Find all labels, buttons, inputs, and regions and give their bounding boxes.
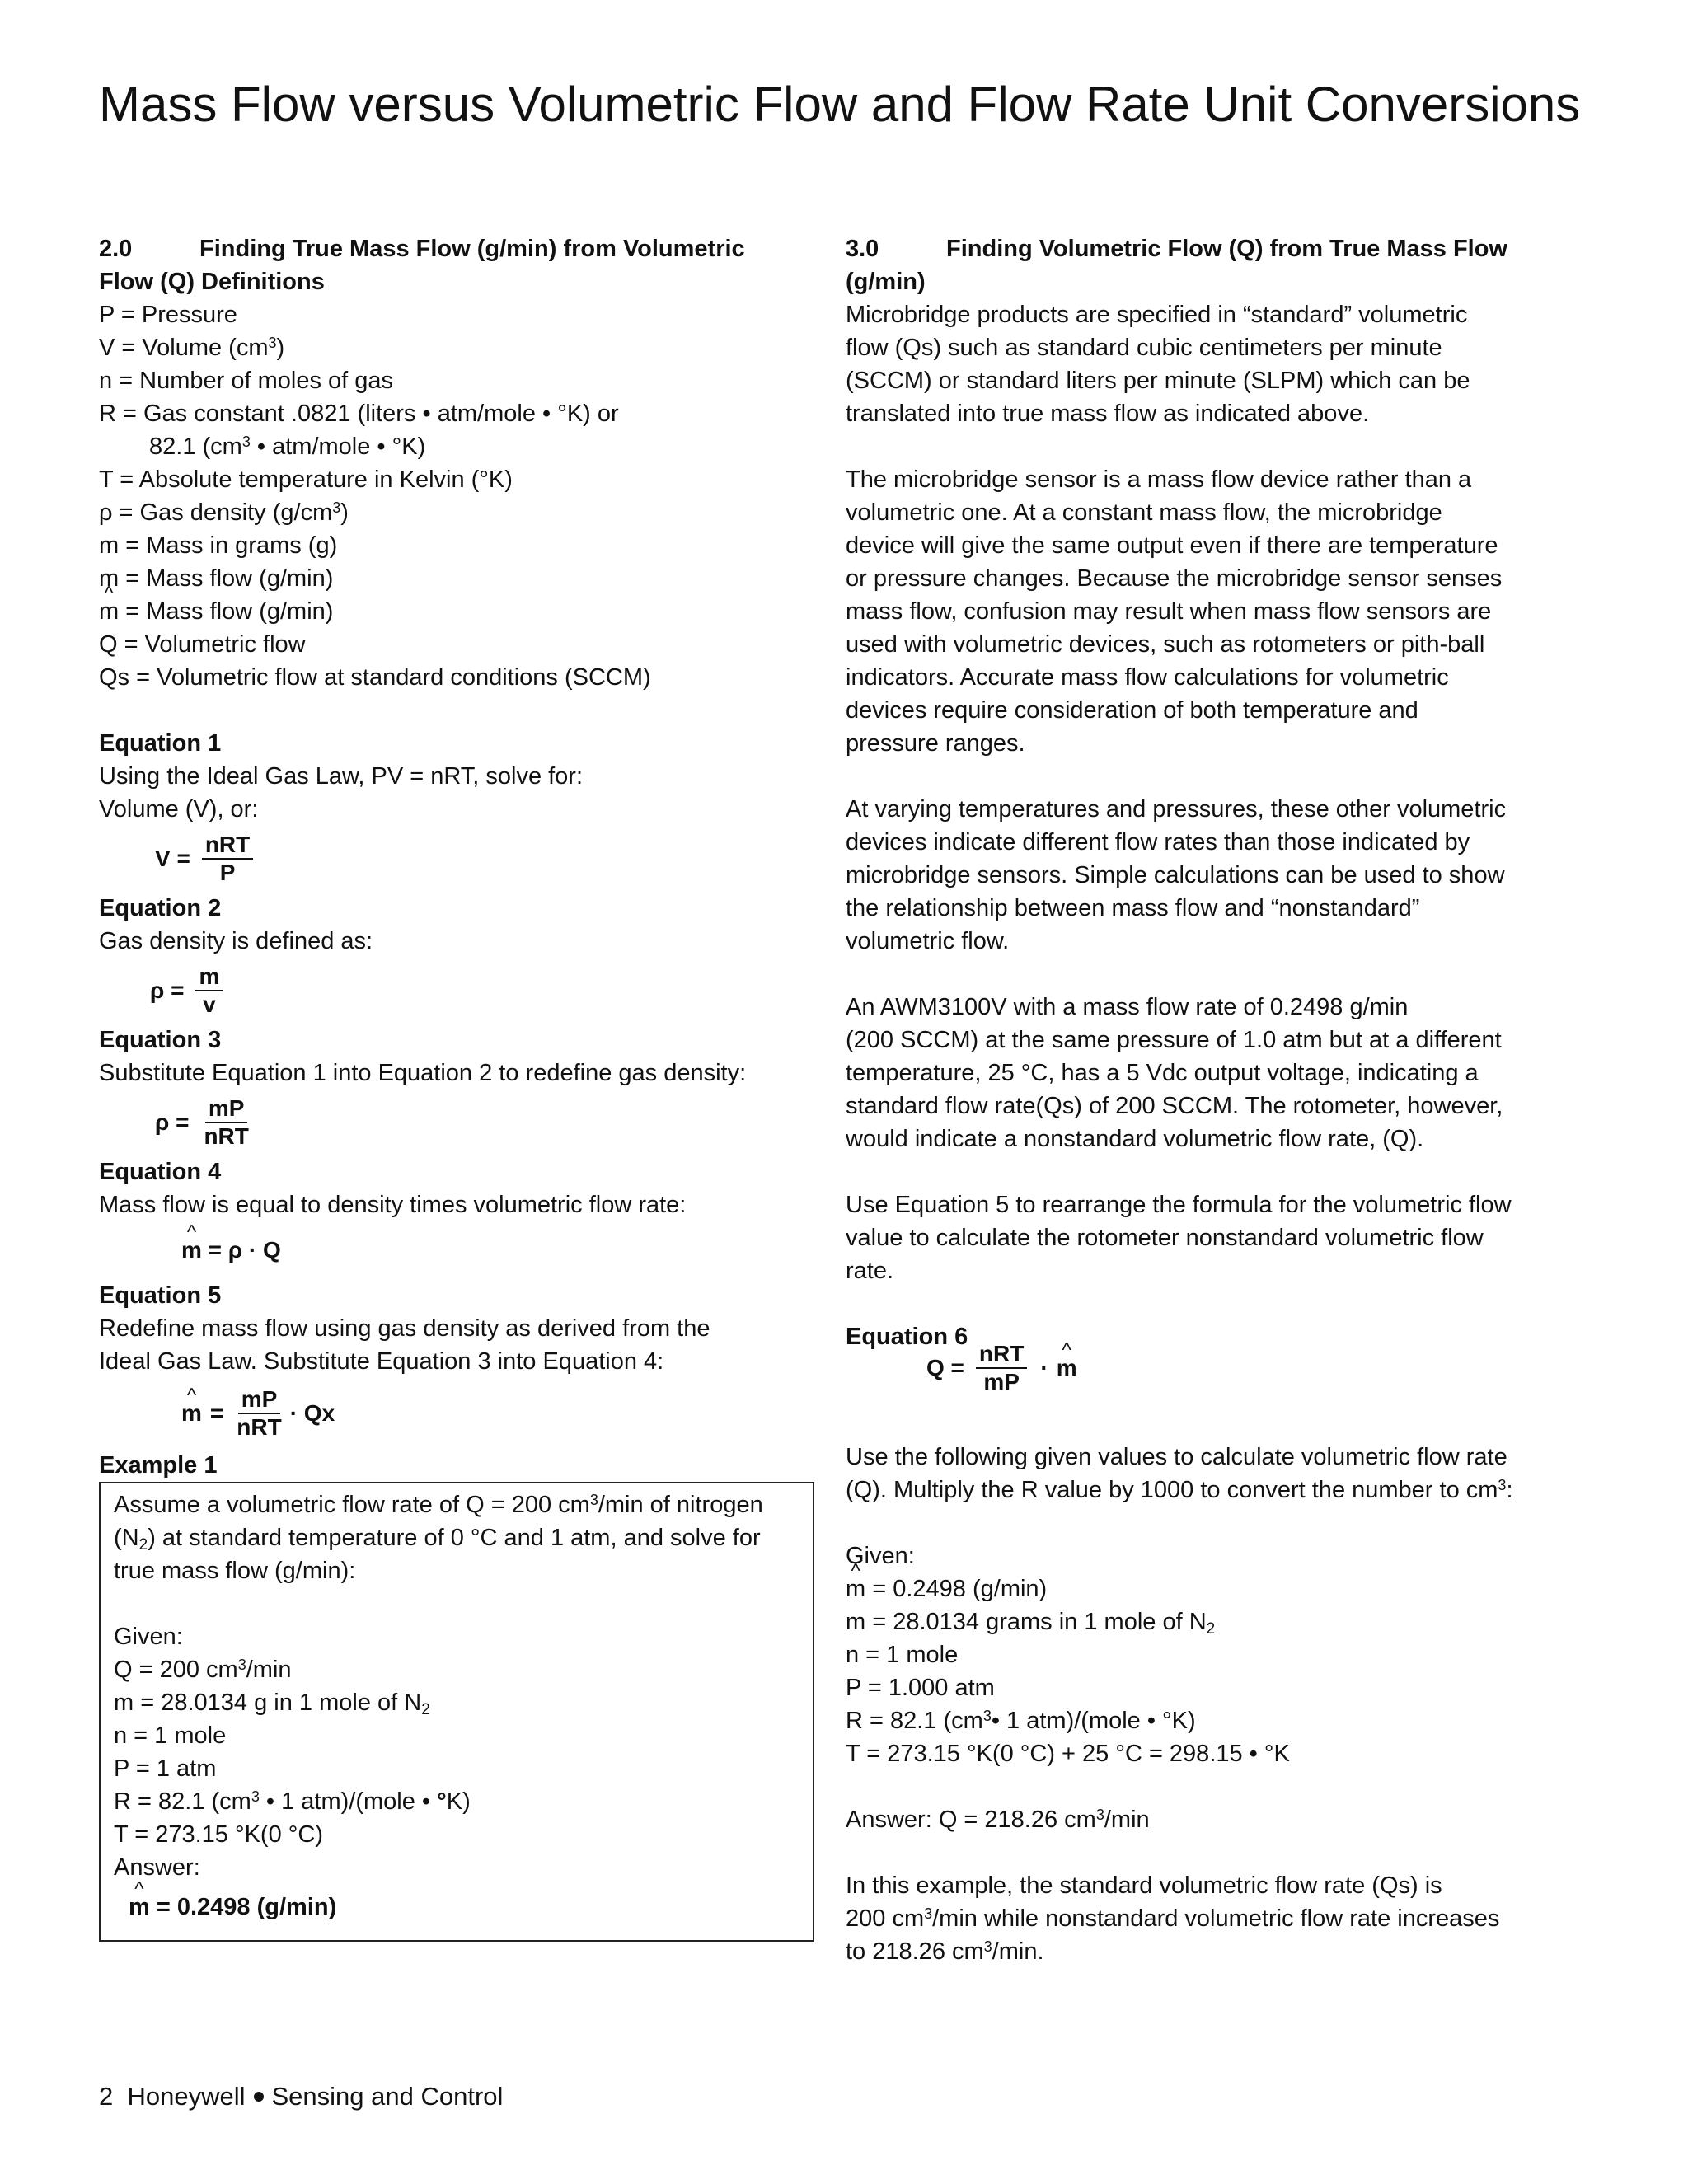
example-1-r: R = 82.1 ($cm^3$ • 1 atm)/(mole • °K) bbox=[114, 1788, 471, 1815]
equation-6-formula: Q = $\frac{\text{nRT}}{mP}$ · ^ m bbox=[846, 1342, 1563, 1394]
paragraph-1: Microbridge products are specified in “standard” volumetric flow (Qs) such as standard cubic centimeters per minute (SCCM) or standard liters per minute (SLPM) which can be translated into true mass flow as indicated above. bbox=[846, 302, 1470, 427]
section-3-heading-cont: (g/min) bbox=[846, 269, 926, 295]
page-footer bbox=[99, 2080, 503, 2113]
def-r-cont: 82.1 ($cm^3$ • atm/mole • °K) bbox=[149, 434, 426, 460]
equation-4-text: Mass flow is equal to density times volumetric flow rate: bbox=[99, 1192, 687, 1218]
equation-2-title: Equation 2 bbox=[99, 895, 222, 921]
page-title: Mass Flow versus Volumetric Flow and Flow Rate Unit Conversions bbox=[99, 77, 1581, 132]
paragraph-4: An AWM3100V with a mass flow rate of 0.2498 g/min (200 SCCM) at the same pressure of 1.0 atm but at a different temperature, 25 °C, has a 5 Vdc output voltage, indicating a standard flow rate(Qs) of 200 SCCM. The rotometer, however, would indicate a nonstandard volumetric flow rate, (Q). bbox=[846, 994, 1503, 1152]
example-1-text-2: $(N_2)$ at standard temperature of 0 °C and 1 atm, and solve for bbox=[114, 1525, 761, 1554]
example-1-title: Example 1 bbox=[99, 1452, 218, 1479]
def-mass-flow-hat: ^ m = Mass flow (g/min) bbox=[99, 595, 816, 628]
given-label: Given: bbox=[846, 1543, 915, 1569]
equation-5-formula: ^ m = $\frac{mP}{\text{nRT}}$ · Qx bbox=[99, 1378, 816, 1449]
bullet-icon bbox=[254, 2092, 264, 2102]
example-1-given: Given: bbox=[114, 1624, 183, 1650]
def-m: m = Mass in grams (g) bbox=[99, 532, 338, 559]
def-p: P = Pressure bbox=[99, 302, 237, 328]
footer-brand: Honeywell bbox=[127, 2082, 246, 2111]
paragraph-5: Use Equation 5 to rearrange the formula for the volumetric flow value to calculate the rotometer nonstandard volumetric flow rate. bbox=[846, 1192, 1512, 1284]
paragraph-3: At varying temperatures and pressures, these other volumetric devices indicate different flow rates than those indicated by microbridge sensors. Simple calculations can be used to show the relationship between mass flow and “nonstandard” volumetric flow. bbox=[846, 796, 1507, 954]
right-column bbox=[846, 232, 1563, 1968]
footer-division: Sensing and Control bbox=[271, 2082, 504, 2111]
equation-5-title: Equation 5 bbox=[99, 1282, 222, 1309]
equation-5-text: Redefine mass flow using gas density as derived from the bbox=[99, 1315, 710, 1342]
equation-2-formula: ρ = $\frac{m}{v}$ bbox=[99, 958, 816, 1024]
paragraph-7-line-3: to 218.26 $cm^3/\min$. bbox=[846, 1938, 1044, 1965]
paragraph-6-line-2: (Q). Multiply the R value by 1000 to convert the number to $cm^3$: bbox=[846, 1477, 1513, 1503]
def-n: n = Number of moles of gas bbox=[99, 368, 394, 394]
equation-5-text-2: Ideal Gas Law. Substitute Equation 3 into Equation 4: bbox=[99, 1348, 664, 1375]
section-3-heading: 3.0 Finding Volumetric Flow (Q) from True Mass Flow bbox=[846, 236, 1507, 262]
example-1-answer: ^ m = 0.2498 (g/min) bbox=[114, 1891, 799, 1924]
example-1-m: m = 28.0134 g in 1 mole of $N_2$ bbox=[114, 1690, 430, 1718]
equation-2-text: Gas density is defined as: bbox=[99, 928, 373, 954]
left-column bbox=[99, 232, 816, 1942]
equation-1-title: Equation 1 bbox=[99, 730, 222, 757]
example-1-text-3: true mass flow (g/min): bbox=[114, 1558, 356, 1584]
given-p: P = 1.000 atm bbox=[846, 1675, 995, 1701]
equation-4-title: Equation 4 bbox=[99, 1159, 222, 1185]
section-2-heading-cont: Flow (Q) Definitions bbox=[99, 269, 325, 295]
given-mass-flow: ^ m = 0.2498 (g/min) bbox=[846, 1572, 1563, 1605]
paragraph-6-line-1: Use the following given values to calculate volumetric flow rate bbox=[846, 1444, 1507, 1470]
def-qs: Qs = Volumetric flow at standard conditions (SCCM) bbox=[99, 664, 651, 691]
paragraph-2: The microbridge sensor is a mass flow device rather than a volumetric one. At a constant mass flow, the microbridge device will give the same output even if there are temperature or pressure changes. Because the microbridge sensor senses mass flow, confusion may result when mass flow sensors are used with volumetric devices, such as rotometers or pith-ball indicators. Accurate mass flow calculations for volumetric devices require consideration of both temperature and pressure ranges. bbox=[846, 466, 1503, 757]
equation-3-title: Equation 3 bbox=[99, 1027, 222, 1053]
example-1-box bbox=[99, 1482, 814, 1942]
def-rho: ρ = Gas density $(g/cm^3)$ bbox=[99, 499, 349, 526]
def-v: V = Volume $(cm^3)$ bbox=[99, 335, 285, 361]
page-number: 2 bbox=[99, 2082, 114, 2111]
example-1-answer-label: Answer: bbox=[114, 1854, 200, 1881]
example-1-q: Q = 200 $cm^3/\min$ bbox=[114, 1657, 292, 1683]
equation-1-formula: V = $\frac{\text{nRT}}{P}$ bbox=[99, 826, 816, 892]
paragraph-7-line-1: In this example, the standard volumetric flow rate (Qs) is bbox=[846, 1872, 1442, 1899]
equation-3-text: Substitute Equation 1 into Equation 2 to redefine gas density: bbox=[99, 1060, 747, 1086]
example-1-p: P = 1 atm bbox=[114, 1755, 217, 1782]
answer: Answer: Q = 218.26 $cm^3/\min$ bbox=[846, 1807, 1150, 1833]
given-t: T = 273.15 °K(0 °C) + 25 °C = 298.15 • °K bbox=[846, 1741, 1290, 1767]
equation-1-text: Using the Ideal Gas Law, PV = nRT, solve for: bbox=[99, 763, 584, 790]
def-t: T = Absolute temperature in Kelvin (°K) bbox=[99, 466, 513, 493]
given-mass: m = 28.0134 grams in 1 mole of $N_2$ bbox=[846, 1609, 1216, 1638]
def-r: R = Gas constant .0821 (liters • atm/mole • °K) or bbox=[99, 401, 619, 427]
given-n: n = 1 mole bbox=[846, 1642, 959, 1668]
example-1-n: n = 1 mole bbox=[114, 1722, 227, 1749]
def-mass-flow: m = Mass flow (g/min) bbox=[99, 565, 334, 592]
example-1-t: T = 273.15 °K(0 °C) bbox=[114, 1821, 323, 1848]
equation-1-text-2: Volume (V), or: bbox=[99, 796, 259, 823]
given-r: R = 82.1 ($cm^3•$ 1 atm)/(mole • °K) bbox=[846, 1708, 1196, 1734]
equation-6-title: Equation 6 bbox=[846, 1324, 968, 1350]
paragraph-7-line-2: 200 $cm^3/\min$ while nonstandard volumetric flow rate increases bbox=[846, 1905, 1500, 1932]
example-1-text-1: Assume a volumetric flow rate of Q = 200 $cm^3/\min$ of nitrogen bbox=[114, 1492, 763, 1518]
def-q: Q = Volumetric flow bbox=[99, 631, 306, 658]
equation-3-formula: ρ = $\frac{mP}{\text{nRT}}$ bbox=[155, 1095, 249, 1149]
equation-4-formula: ^ m = ρ · Q bbox=[99, 1221, 816, 1279]
section-2-heading: 2.0 Finding True Mass Flow (g/min) from Volumetric bbox=[99, 236, 745, 262]
